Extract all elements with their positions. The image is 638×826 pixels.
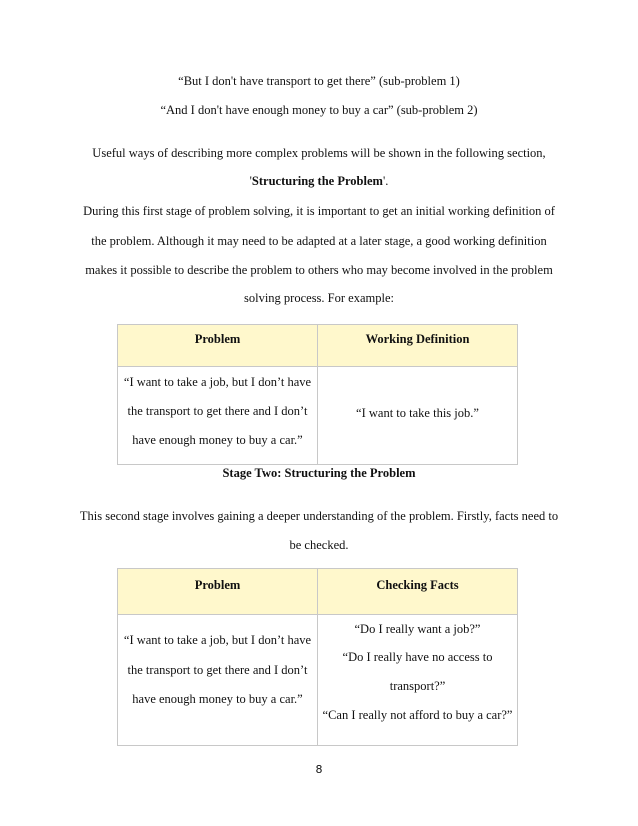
fact-line: “Do I really have no access to xyxy=(342,650,493,664)
intro-line-2: “And I don't have enough money to buy a car” (sub-problem 2) xyxy=(160,103,478,117)
para1-open-quote: ' xyxy=(249,174,252,188)
facts-cell xyxy=(318,615,518,746)
stage-two-heading: Stage Two: Structuring the Problem xyxy=(222,466,416,480)
problem-cell xyxy=(118,367,318,465)
fact-line: “Do I really want a job?” xyxy=(354,622,481,636)
fact-line: “Can I really not afford to buy a car?” xyxy=(322,708,513,722)
para2-line-2: the problem. Although it may need to be adapted at a later stage, a good working definition xyxy=(91,234,547,248)
section-reference: Structuring the Problem xyxy=(251,174,383,188)
definition-text: “I want to take this job.” xyxy=(356,406,479,420)
problem-line: have enough money to buy a car.” xyxy=(132,433,303,447)
para2-line-3: makes it possible to describe the problem to others who may become involved in the problem xyxy=(85,263,553,277)
problem-line: have enough money to buy a car.” xyxy=(132,692,303,706)
header-working-definition: Working Definition xyxy=(318,325,518,367)
working-definition-table xyxy=(117,324,518,465)
intro-line-1: “But I don't have transport to get there” (sub-problem 1) xyxy=(178,74,460,88)
problem-cell xyxy=(118,615,318,746)
problem-line: the transport to get there and I don’t xyxy=(127,404,308,418)
header-checking-facts: Checking Facts xyxy=(318,569,518,615)
checking-facts-table xyxy=(117,568,518,746)
fact-line: transport?” xyxy=(389,679,446,693)
problem-line: “I want to take a job, but I don’t have xyxy=(123,633,312,647)
header-problem: Problem xyxy=(118,569,318,615)
definition-cell xyxy=(318,367,518,465)
para2-line-4: solving process. For example: xyxy=(244,291,394,305)
header-problem: Problem xyxy=(118,325,318,367)
problem-line: the transport to get there and I don’t xyxy=(127,663,308,677)
para1-close-quote: '. xyxy=(382,174,389,188)
problem-line: “I want to take a job, but I don’t have xyxy=(123,375,312,389)
para2-line-1: During this first stage of problem solving, it is important to get an initial working definition of xyxy=(83,204,555,218)
para1-line-2 xyxy=(0,173,638,189)
para1-line-1: Useful ways of describing more complex problems will be shown in the following section, xyxy=(92,146,546,160)
page-number: 8 xyxy=(315,763,323,776)
para3-line-1: This second stage involves gaining a deeper understanding of the problem. Firstly, facts need to xyxy=(79,509,559,523)
para3-line-2: be checked. xyxy=(289,538,349,552)
